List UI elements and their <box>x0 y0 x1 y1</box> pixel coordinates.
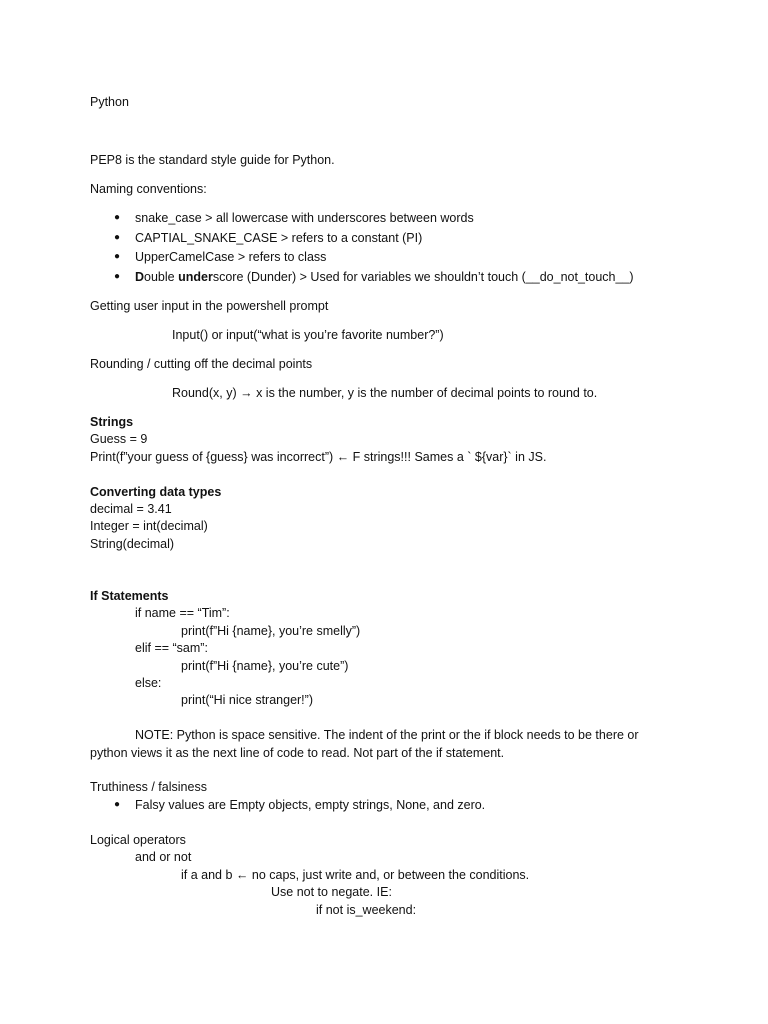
truthiness-bullet: Falsy values are Empty objects, empty strings, None, and zero. <box>135 798 486 812</box>
logical-explanation: no caps, just write and, or between the conditions. <box>251 868 530 882</box>
rounding-explanation: x is the number, y is the number of decimal points to round to. <box>256 386 598 400</box>
logical-line-1: and or not <box>135 850 192 864</box>
logical-if: if a and b <box>181 868 233 882</box>
naming-bullet-dunder <box>135 269 634 285</box>
dunder-under: under <box>178 270 213 284</box>
bullet-icon: ● <box>114 212 121 223</box>
strings-print: Print(f”your guess of {guess} was incorrect”) <box>90 450 334 464</box>
strings-line-1: Guess = 9 <box>90 432 148 446</box>
bullet-icon: ● <box>114 271 121 282</box>
if-code-line: if name == “Tim”: <box>135 606 230 620</box>
naming-bullet-snake: snake_case > all lowercase with underscores between words <box>135 211 474 225</box>
rounding-heading: Rounding / cutting off the decimal points <box>90 357 313 371</box>
if-note-line-1: NOTE: Python is space sensitive. The indent of the print or the if block needs to be there or <box>135 728 639 742</box>
input-example: Input() or input(“what is you’re favorite number?”) <box>172 328 444 342</box>
converting-line-2: Integer = int(decimal) <box>90 519 208 533</box>
bullet-icon: ● <box>114 232 121 243</box>
converting-heading: Converting data types <box>90 485 222 499</box>
rounding-call: Round(x, y) <box>172 386 237 400</box>
if-code-line: print(“Hi nice stranger!”) <box>181 693 313 707</box>
right-arrow-icon: → <box>240 386 253 400</box>
bullet-icon: ● <box>114 799 121 810</box>
strings-line-2 <box>90 449 546 465</box>
intro-text: PEP8 is the standard style guide for Python. <box>90 153 335 167</box>
strings-fstring-note: F strings!!! Sames a ` ${var}` in JS. <box>352 450 547 464</box>
left-arrow-icon: ← <box>336 450 350 464</box>
naming-heading: Naming conventions: <box>90 182 207 196</box>
dunder-rest: score (Dunder) > Used for variables we shouldn’t touch (__do_not_touch__) <box>212 270 634 284</box>
left-arrow-icon: ← <box>235 868 249 882</box>
naming-bullet-camel: UpperCamelCase > refers to class <box>135 250 327 264</box>
logical-line-2 <box>181 867 529 883</box>
if-code-line: elif == “sam”: <box>135 641 208 655</box>
dunder-ouble: ouble <box>144 270 179 284</box>
naming-bullet-constant: CAPTIAL_SNAKE_CASE > refers to a constant (PI) <box>135 231 423 245</box>
if-heading: If Statements <box>90 589 169 603</box>
strings-heading: Strings <box>90 415 134 429</box>
input-heading: Getting user input in the powershell prompt <box>90 299 329 313</box>
rounding-example <box>172 385 597 401</box>
if-code-line: print(f”Hi {name}, you’re smelly”) <box>181 624 361 638</box>
logical-line-4: if not is_weekend: <box>316 903 417 917</box>
bullet-icon: ● <box>114 251 121 262</box>
logical-heading: Logical operators <box>90 833 186 847</box>
dunder-d: D <box>135 270 145 284</box>
if-code-line: else: <box>135 676 162 690</box>
truthiness-heading: Truthiness / falsiness <box>90 780 207 794</box>
converting-line-1: decimal = 3.41 <box>90 502 172 516</box>
document-title: Python <box>90 95 129 109</box>
converting-line-3: String(decimal) <box>90 537 175 551</box>
if-note-line-2: python views it as the next line of code to read. Not part of the if statement. <box>90 746 505 760</box>
if-code-line: print(f”Hi {name}, you’re cute”) <box>181 659 349 673</box>
logical-line-3: Use not to negate. IE: <box>271 885 392 899</box>
